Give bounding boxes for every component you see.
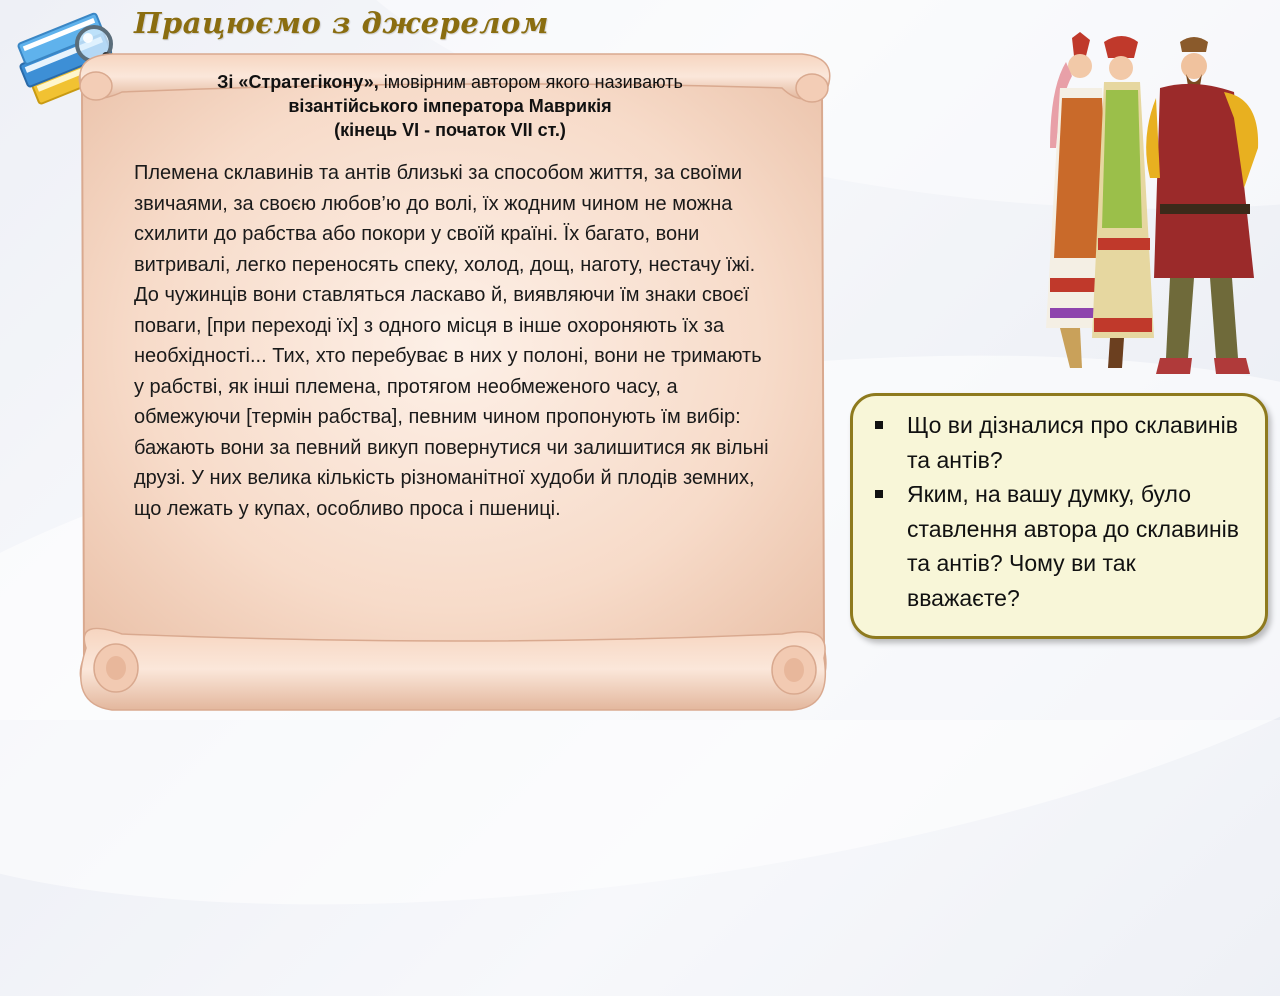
source-heading-line2 <box>140 94 760 118</box>
source-heading-author: візантійського імператора Маврикія <box>288 96 612 116</box>
source-heading <box>140 70 760 142</box>
question-item-2: Яким, на вашу думку, було ставлення автора до склавинів та антів? Чому ви так вважаєте? <box>875 477 1253 615</box>
slavic-people-illustration <box>1010 28 1272 384</box>
source-paragraph-1: Племена склавинів та антів близькі за способом життя, за своїми звичаями, за своєю любов’ю до волі, їх жодним чином не можна схилити до рабства або покори у своїй країні. Їх багато, вони витривалі, легко переносять спеку, холод, дощ, наготу, нестачу їжі. <box>134 162 756 276</box>
source-heading-normal: імовірним автором якого називають <box>378 72 683 92</box>
questions-list <box>853 396 1265 615</box>
source-heading-line1 <box>140 70 760 94</box>
source-heading-dates: (кінець VI - початок VII ст.) <box>334 120 566 140</box>
source-heading-bold: Зі «Стратегікону», <box>217 72 379 92</box>
slide-title: Працюємо з джерелом <box>134 6 549 40</box>
source-text <box>134 158 774 524</box>
source-paragraph-2: До чужинців вони ставляться ласкаво й, виявляючи їм знаки своєї поваги, [при переході їх] з одного місця в інше охороняють їх за необхідності... Тих, хто перебуває в них у полоні, вони не тримають у рабстві, як інші племена, протягом необмеженого часу, а обмежуючи [термін рабства], певним чином пропонують їм вибір: бажають вони за певний викуп повернутися чи залишитися як вільні друзі. У них велика кількість різноманітної худоби й плодів земних, що лежать у купах, особливо проса і пшениці. <box>134 284 769 520</box>
question-item-1: Що ви дізналися про склавинів та антів? <box>875 408 1253 477</box>
source-heading-line3 <box>140 118 760 142</box>
questions-box <box>850 393 1268 639</box>
